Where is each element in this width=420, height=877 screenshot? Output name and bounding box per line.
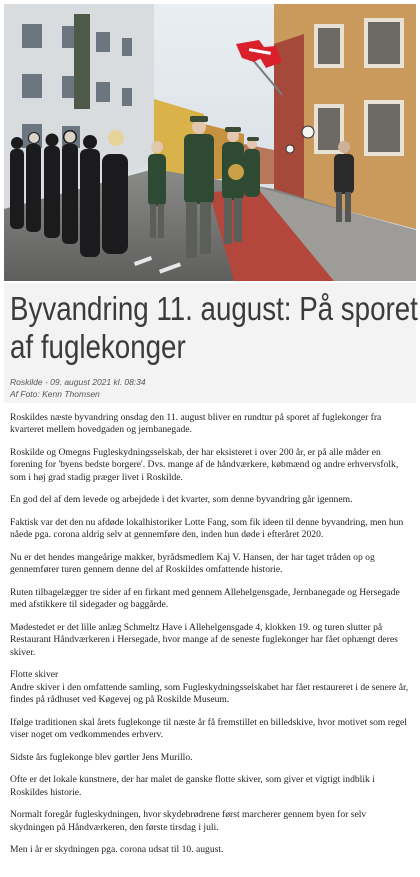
parade-photo-illustration: [4, 4, 416, 281]
paragraph: Mødestedet er det lille anlæg Schmeltz Have i Allehelgensgade 4, klokken 19. og turen slutter på Restaurant Håndværkeren i Hersegade, hvor mange af de seneste fuglekonger har fået ophængt deres skiver.: [10, 622, 398, 658]
article-photo: [4, 4, 416, 281]
paragraph: Ifølge traditionen skal årets fuglekonge til næste år få fremstillet en billedskive, hvor motivet som regel viser noget om vedkommendes erhverv.: [10, 716, 407, 741]
paragraph: Sidste års fuglekonge blev gørtler Jens Murillo.: [10, 751, 193, 763]
paragraph: Ofte er det lokale kunstnere, der har malet de ganske flotte skiver, som giver et vigtigt indblik i Roskildes historie.: [10, 774, 375, 798]
paragraph: Faktisk var det den nu afdøde lokalhistoriker Lotte Fang, som fik ideen til denne byvandring, men hun nåede pga. corona aldrig selv at gennemføre den, inden hun døde i efteråret 2020.: [10, 517, 404, 541]
paragraph-with-subheading: Flotte skiver Andre skiver i den omfattende samling, som Fugleskydningsselskabet har fået restaureret i de senere år, findes på rådhuset ved Køgevej og på Roskilde Museum.: [10, 669, 409, 706]
paragraph: Ruten tilbagelægger tre sider af en firkant med gennem Allehelgensgade, Jernbanegade og Hersegade med afstikkere til sidegader og baggårde.: [10, 587, 400, 611]
headline-line-2: af fuglekonger: [10, 328, 186, 365]
paragraph: Roskildes næste byvandring onsdag den 11. august bliver en rundtur på sporet af fuglekonger fra kvarteret mellem hovedgaden og jernbanegade.: [10, 412, 382, 436]
paragraph: Nu er det hendes mangeårige makker, byrådsmedlem Kaj V. Hansen, der har taget tråden op og gennemfører turen gennem denne del af Roskildes omfattende historie.: [10, 552, 375, 576]
photo-credit: Af Foto: Kenn Thomsen: [10, 389, 100, 399]
headline-line-1: Byvandring 11. august: På sporet: [10, 290, 418, 327]
paragraph: Men i år er skydningen pga. corona udsat til 10. august.: [10, 844, 224, 856]
article-headline: [10, 290, 418, 366]
paragraph: En god del af dem levede og arbejdede i det kvarter, som denne byvandring går igennem.: [10, 494, 353, 506]
article-body: [10, 412, 412, 867]
location-date: Roskilde - 09. august 2021 kl. 08:34: [10, 377, 146, 387]
article-meta: [10, 376, 146, 400]
paragraph: Roskilde og Omegns Fugleskydningsselskab, der har eksisteret i over 200 år, er på alle måder en forening for 'byens bedste borgere'. Dvs. mange af de håndværkere, købmænd og andre erhvervsfolk, som i høj grad stadig præger livet i Roskilde.: [10, 447, 399, 483]
paragraph: Normalt foregår fugleskydningen, hvor skydebrødrene først marcherer gennem byen for selv skydningen på Håndværkeren, den første tirsdag i juli.: [10, 809, 367, 833]
